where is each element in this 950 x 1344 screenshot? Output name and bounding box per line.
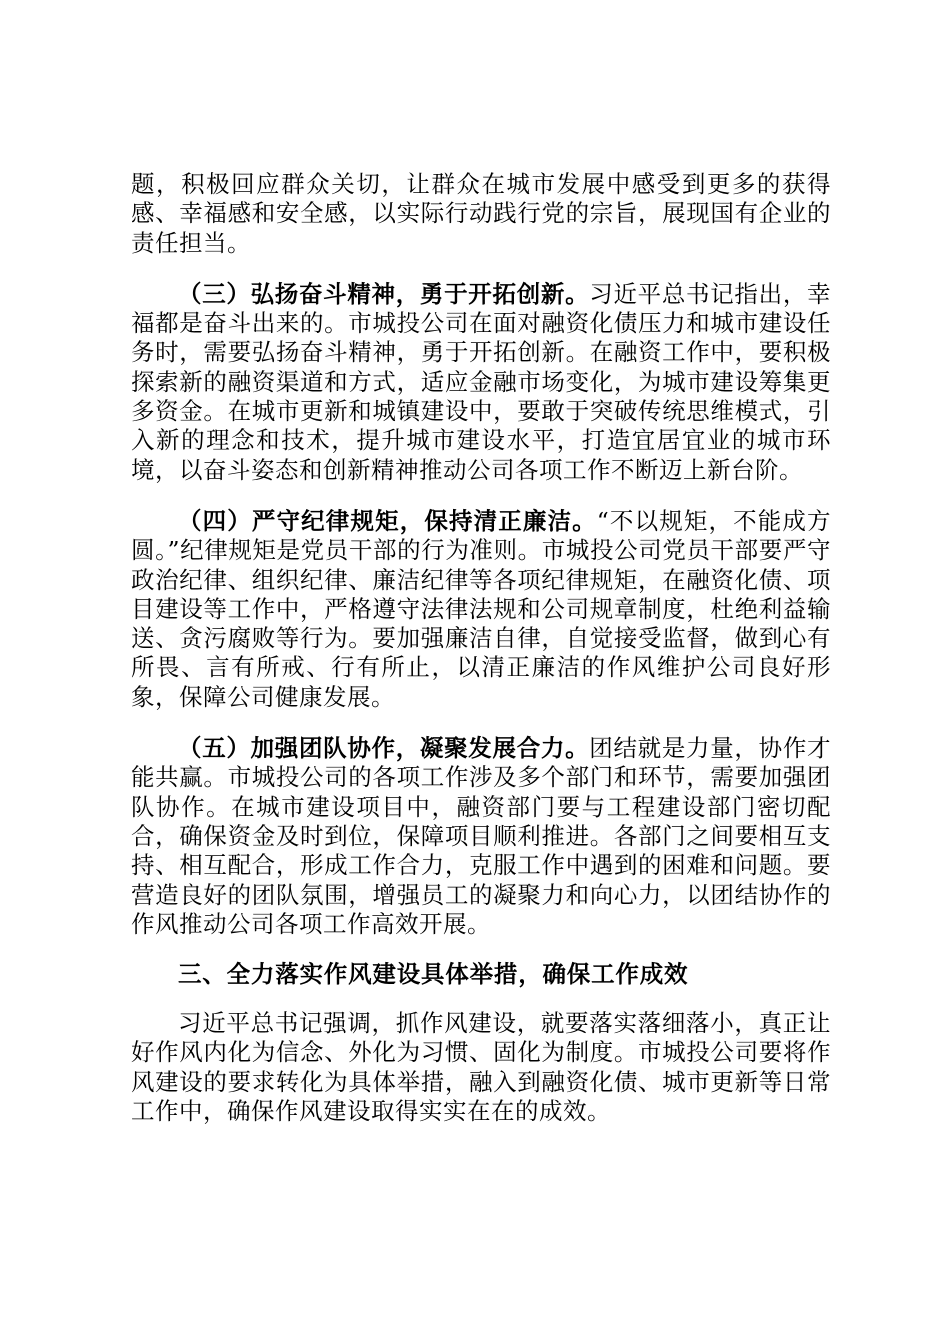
- continuation-paragraph: 题，积极回应群众关切，让群众在城市发展中感受到更多的获得感、幸福感和安全感，以实际行动践行党的宗旨，展现国有企业的责任担当。: [131, 170, 831, 257]
- point-five-heading: （五）加强团队协作，凝聚发展合力。: [178, 734, 590, 763]
- point-five-paragraph: [131, 734, 831, 939]
- paragraph-gap: [131, 989, 831, 1009]
- document-body: [131, 170, 831, 1126]
- point-five-body: 团结就是力量，协作才能共赢。市城投公司的各项工作涉及多个部门和环节，需要加强团队协作。在城市建设项目中，融资部门要与工程建设部门密切配合，确保资金及时到位，保障项目顺利推进。各部门之间要相互支持、相互配合，形成工作合力，克服工作中遇到的困难和问题。要营造良好的团队氛围，增强员工的凝聚力和向心力，以团结协作的作风推动公司各项工作高效开展。: [131, 734, 832, 938]
- paragraph-gap: [131, 258, 831, 280]
- point-three-paragraph: [131, 280, 831, 485]
- point-three-body: 习近平总书记指出，幸福都是奋斗出来的。市城投公司在面对融资化债压力和城市建设任务时，需要弘扬奋斗精神，勇于开拓创新。在融资工作中，要积极探索新的融资渠道和方式，适应金融市场变化，为城市建设筹集更多资金。在城市更新和城镇建设中，要敢于突破传统思维模式，引入新的理念和技术，提升城市建设水平，打造宜居宜业的城市环境，以奋斗姿态和创新精神推动公司各项工作不断迈上新台阶。: [131, 279, 832, 484]
- section-three-heading: 三、全力落实作风建设具体举措，确保工作成效: [178, 960, 689, 989]
- paragraph-gap: [131, 712, 831, 734]
- point-four-paragraph: [131, 507, 831, 712]
- paragraph-gap: [131, 939, 831, 959]
- point-three-heading: （三）弘扬奋斗精神，勇于开拓创新。: [178, 279, 590, 308]
- point-four-heading: （四）严守纪律规矩，保持清正廉洁。: [178, 506, 597, 535]
- point-four-body: “不以规矩，不能成方圆。”纪律规矩是党员干部的行为准则。市城投公司党员干部要严守政治纪律、组织纪律、廉洁纪律等各项纪律规矩，在融资化债、项目建设等工作中，严格遵守法律法规和公司规章制度，杜绝利益输送、贪污腐败等行为。要加强廉洁自律，自觉接受监督，做到心有所畏、言有所戒、行有所止，以清正廉洁的作风维护公司良好形象，保障公司健康发展。: [131, 506, 832, 711]
- section-three-paragraph: 习近平总书记强调，抓作风建设，就要落实落细落小，真正让好作风内化为信念、外化为习惯、固化为制度。市城投公司要将作风建设的要求转化为具体举措，融入到融资化债、城市更新等日常工作中，确保作风建设取得实实在在的成效。: [131, 1009, 831, 1126]
- paragraph-gap: [131, 485, 831, 507]
